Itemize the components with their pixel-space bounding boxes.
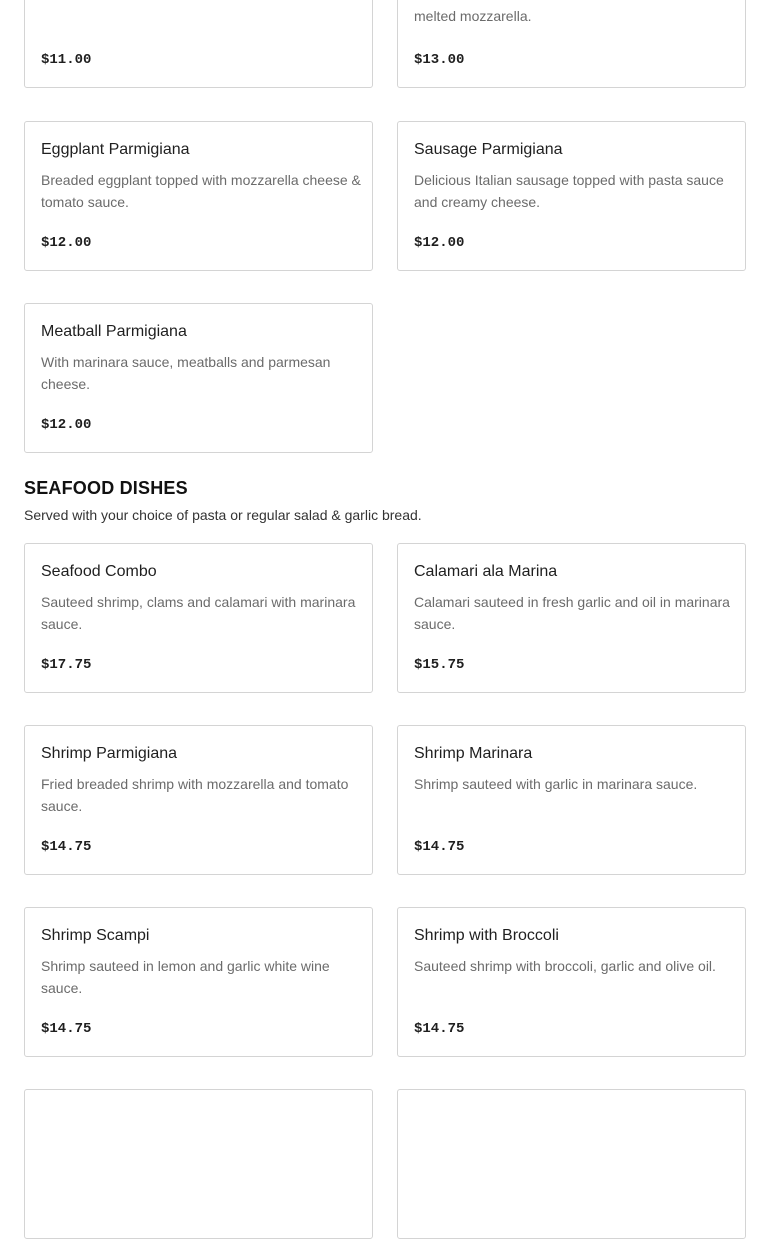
menu-item-description: Sauteed shrimp with broccoli, garlic and olive oil. — [414, 958, 716, 974]
menu-item-description: Breaded eggplant topped with mozzarella cheese & tomato sauce. — [41, 172, 361, 210]
menu-item-name: Calamari ala Marina — [414, 563, 558, 580]
menu-item-card[interactable] — [397, 1089, 746, 1239]
menu-item-card[interactable] — [397, 121, 746, 271]
menu-item-name: Eggplant Parmigiana — [41, 141, 190, 158]
menu-item-card[interactable] — [397, 0, 746, 88]
menu-item-price: $14.75 — [414, 1021, 465, 1037]
menu-item-name: Shrimp Scampi — [41, 927, 150, 944]
menu-item-price: $14.75 — [41, 1021, 92, 1037]
menu-item-price: $11.00 — [41, 52, 92, 68]
menu-item-description: Shrimp sauteed in lemon and garlic white wine sauce. — [41, 958, 330, 996]
menu-item-description: Delicious Italian sausage topped with pasta sauce and creamy cheese. — [414, 172, 724, 210]
menu-item-description: melted mozzarella. — [414, 8, 532, 24]
menu-item-price: $14.75 — [41, 839, 92, 855]
menu-item-price: $12.00 — [41, 235, 92, 251]
menu-item-name: Shrimp Marinara — [414, 745, 533, 762]
menu-item-card[interactable] — [24, 1089, 373, 1239]
menu-item-name: Sausage Parmigiana — [414, 141, 563, 158]
menu-item-card[interactable] — [24, 543, 373, 693]
menu-item-card[interactable] — [24, 725, 373, 875]
menu-item-price: $12.00 — [414, 235, 465, 251]
menu-item-description: Fried breaded shrimp with mozzarella and tomato sauce. — [41, 776, 349, 814]
section-title: SEAFOOD DISHES — [24, 478, 188, 498]
menu-item-card[interactable] — [397, 725, 746, 875]
menu-item-price: $12.00 — [41, 417, 92, 433]
menu-item-card[interactable] — [397, 907, 746, 1057]
menu-item-price: $14.75 — [414, 839, 465, 855]
menu-item-description: Shrimp sauteed with garlic in marinara sauce. — [414, 776, 698, 792]
menu-item-name: Shrimp Parmigiana — [41, 745, 178, 762]
menu-item-card[interactable] — [397, 543, 746, 693]
menu-item-description: With marinara sauce, meatballs and parmesan cheese. — [41, 354, 331, 392]
menu-item-name: Seafood Combo — [41, 563, 157, 580]
menu-item-name: Shrimp with Broccoli — [414, 927, 559, 944]
menu-item-name: Meatball Parmigiana — [41, 323, 187, 340]
menu-item-card[interactable] — [24, 303, 373, 453]
menu-item-description: Sauteed shrimp, clams and calamari with marinara sauce. — [41, 594, 356, 632]
menu-item-card[interactable] — [24, 907, 373, 1057]
menu-item-price: $13.00 — [414, 52, 465, 68]
menu-item-card[interactable] — [24, 0, 373, 88]
menu-item-description: Calamari sauteed in fresh garlic and oil in marinara sauce. — [414, 594, 730, 632]
menu-item-price: $15.75 — [414, 657, 465, 673]
section-subtitle: Served with your choice of pasta or regular salad & garlic bread. — [24, 507, 422, 523]
menu-item-card[interactable] — [24, 121, 373, 271]
menu-item-price: $17.75 — [41, 657, 92, 673]
